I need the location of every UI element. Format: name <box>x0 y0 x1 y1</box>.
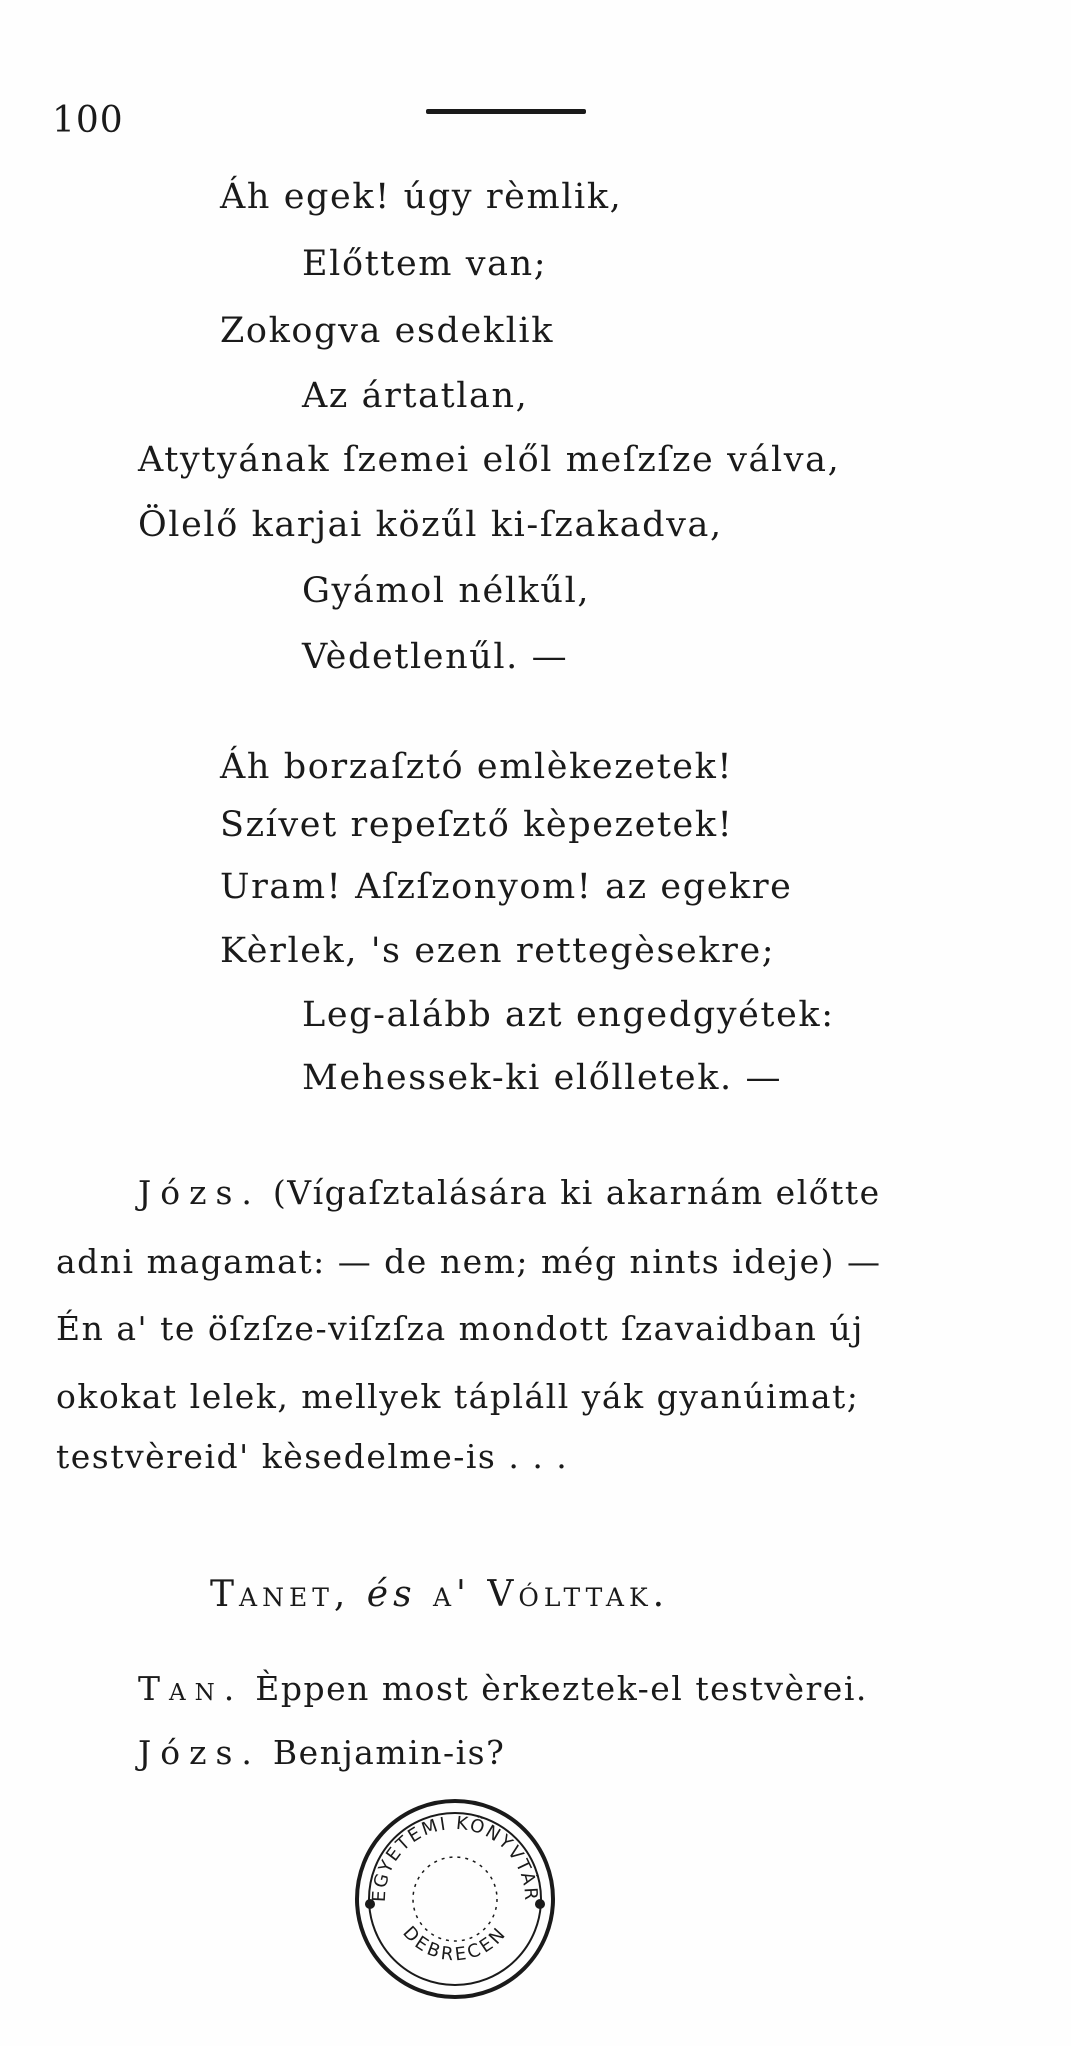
speech-line: adni magamat: — de nem; még nints ideje) — <box>56 1242 882 1281</box>
svg-text:DEBRECEN <box>398 1922 511 1965</box>
verse-line: Előttem van; <box>302 244 548 284</box>
speech-line: Én a' te öſzſze-viſzſza mondott ſzavaidban új <box>56 1309 864 1348</box>
verse-line: Leg-alább azt engedgyétek: <box>302 995 835 1035</box>
speaker-name: Józs. <box>138 1173 261 1212</box>
verse-line: Uram! Aſzſzonyom! az egekre <box>220 867 793 907</box>
verse-line: Mehessek-ki előlletek. — <box>302 1058 783 1098</box>
dialogue-line <box>138 1669 868 1708</box>
scene-heading-conj: és <box>366 1574 417 1615</box>
verse-line: Szívet repeſztő kèpezetek! <box>220 805 734 845</box>
verse-line: Ölelő karjai közűl ki-ſzakadva, <box>138 505 723 545</box>
dialogue-text: Èppen most èrkeztek-el testvèrei. <box>255 1669 868 1708</box>
scene-heading <box>210 1574 669 1615</box>
header-rule <box>426 109 586 114</box>
library-stamp-icon <box>348 1792 562 2006</box>
speech-line-1 <box>138 1173 881 1212</box>
verse-line: Gyámol nélkűl, <box>302 571 591 611</box>
verse-line: Vèdetlenűl. — <box>302 637 569 677</box>
stamp-text-bottom: DEBRECEN <box>398 1922 512 1966</box>
dialogue-line <box>138 1733 506 1772</box>
verse-line: Kèrlek, 's ezen rettegèsekre; <box>220 931 776 971</box>
scene-heading-part1: Tanet, <box>210 1574 351 1615</box>
page-number: 100 <box>52 100 124 141</box>
speech-line: okokat lelek, mellyek tápláll yák gyanúimat; <box>56 1377 860 1416</box>
verse-line: Zokogva esdeklik <box>220 311 555 351</box>
stamp-text-top: EGYETEMI KÖNYVTÁR <box>368 1812 542 1903</box>
speech-line: testvèreid' kèsedelme-is . . . <box>56 1437 569 1476</box>
dialogue-text: Benjamin-is? <box>272 1733 506 1772</box>
svg-text:EGYETEMI KÖNYVTÁR <box>369 1813 541 1903</box>
verse-line: Az ártatlan, <box>302 376 529 416</box>
verse-line: Atytyának ſzemei elől meſzſze válva, <box>138 440 841 480</box>
speech-text: (Vígaſztalására ki akarnám előtte <box>272 1173 881 1212</box>
verse-line: Áh egek! úgy rèmlik, <box>220 177 623 217</box>
speaker-name: Tan. <box>138 1669 244 1708</box>
scene-heading-part2: a' Vólttak. <box>433 1574 670 1615</box>
speaker-name: Józs. <box>138 1733 261 1772</box>
verse-line: Áh borzaſztó emlèkezetek! <box>220 747 734 787</box>
